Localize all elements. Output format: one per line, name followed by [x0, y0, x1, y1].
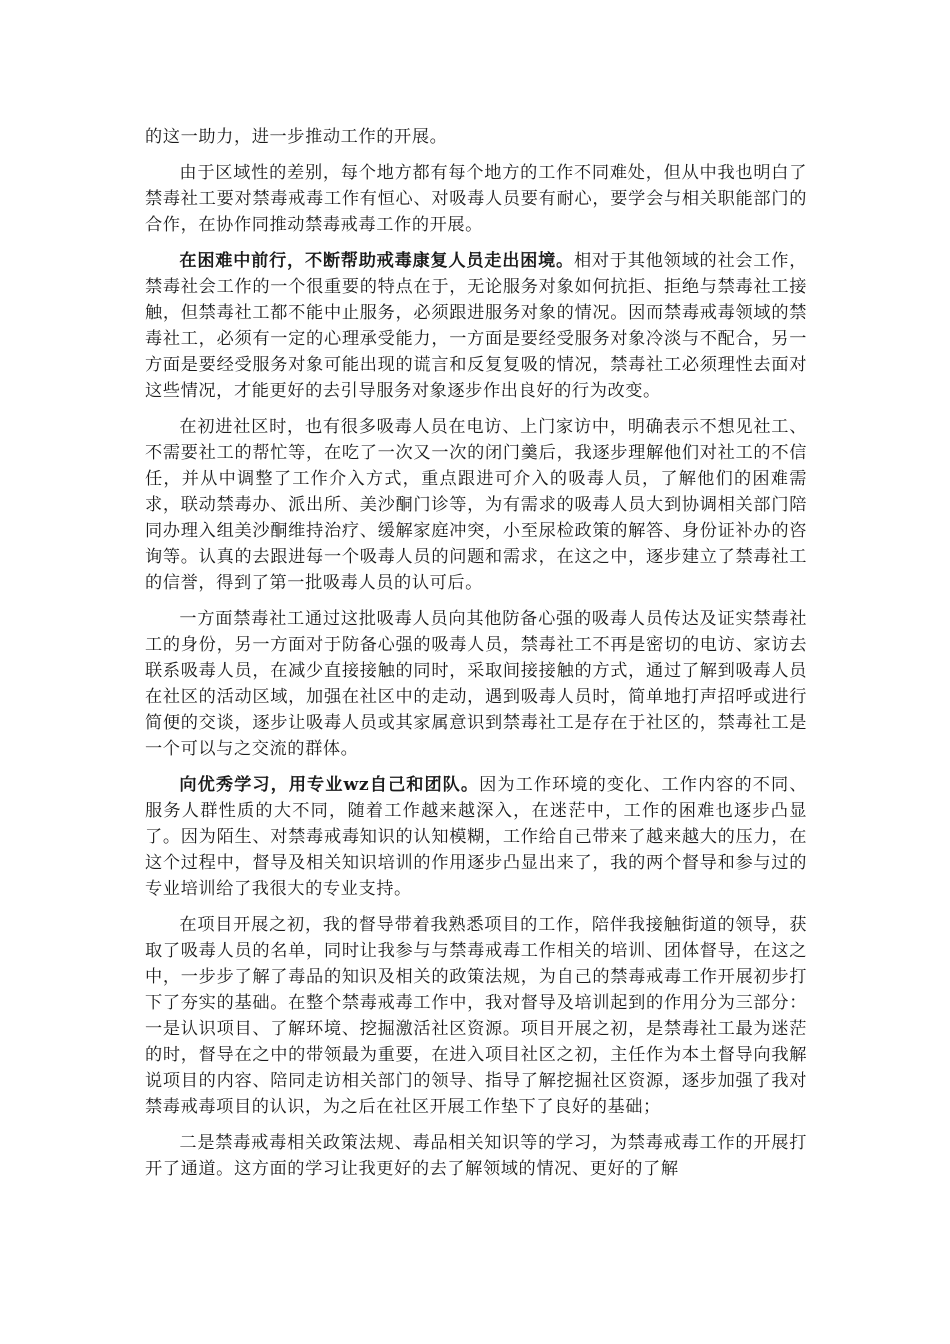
paragraph-6-heading: 向优秀学习，用专业wz自己和团队。 — [179, 775, 480, 795]
paragraph-3-heading: 在困难中前行，不断帮助戒毒康复人员走出困境。 — [179, 251, 574, 271]
paragraph-2-text: 由于区域性的差别，每个地方都有每个地方的工作不同难处，但从中我也明白了禁毒社工要对禁毒戒毒工作有恒心、对吸毒人员要有耐心，要学会与相关职能部门的合作，在协作同推动禁毒戒毒工作的开展。 — [145, 163, 807, 235]
paragraph-8-text: 二是禁毒戒毒相关政策法规、毒品相关知识等的学习，为禁毒戒毒工作的开展打开了通道。这方面的学习让我更好的去了解领域的情况、更好的了解 — [145, 1133, 807, 1179]
paragraph-7 — [145, 912, 807, 1120]
paragraph-1-text: 的这一助力，进一步推动工作的开展。 — [145, 127, 448, 147]
paragraph-2 — [145, 160, 807, 238]
paragraph-3-text: 相对于其他领域的社会工作，禁毒社会工作的一个很重要的特点在于，无论服务对象如何抗拒、拒绝与禁毒社工接触，但禁毒社工都不能中止服务，必须跟进服务对象的情况。因而禁毒戒毒领域的禁毒社工，必须有一定的心理承受能力，一方面是要经受服务对象冷淡与不配合，另一方面是要经受服务对象可能出现的谎言和反复复吸的情况，禁毒社工必须理性去面对这些情况，才能更好的去引导服务对象逐步作出良好的行为改变。 — [145, 251, 807, 401]
paragraph-8 — [145, 1130, 807, 1182]
paragraph-1 — [145, 124, 807, 150]
paragraph-6 — [145, 772, 807, 902]
paragraph-5 — [145, 606, 807, 762]
document-page — [145, 124, 807, 1192]
paragraph-6-text: 因为工作环境的变化、工作内容的不同、服务人群性质的大不同，随着工作越来越深入，在迷茫中，工作的困难也逐步凸显了。因为陌生、对禁毒戒毒知识的认知模糊，工作给自己带来了越来越大的压力，在这个过程中，督导及相关知识培训的作用逐步凸显出来了，我的两个督导和参与过的专业培训给了我很大的专业支持。 — [145, 775, 807, 899]
paragraph-5-text: 一方面禁毒社工通过这批吸毒人员向其他防备心强的吸毒人员传达及证实禁毒社工的身份，另一方面对于防备心强的吸毒人员，禁毒社工不再是密切的电访、家访去联系吸毒人员，在减少直接接触的同时，采取间接接触的方式，通过了解到吸毒人员在社区的活动区域，加强在社区中的走动，遇到吸毒人员时，简单地打声招呼或进行简便的交谈，逐步让吸毒人员或其家属意识到禁毒社工是存在于社区的，禁毒社工是一个可以与之交流的群体。 — [145, 609, 807, 759]
paragraph-4-text: 在初进社区时，也有很多吸毒人员在电访、上门家访中，明确表示不想见社工、不需要社工的帮忙等，在吃了一次又一次的闭门羹后，我逐步理解他们对社工的不信任，并从中调整了工作介入方式，重点跟进可介入的吸毒人员，了解他们的困难需求，联动禁毒办、派出所、美沙酮门诊等，为有需求的吸毒人员大到协调相关部门陪同办理入组美沙酮维持治疗、缓解家庭冲突，小至尿检政策的解答、身份证补办的咨询等。认真的去跟进每一个吸毒人员的问题和需求，在这之中，逐步建立了禁毒社工的信誉，得到了第一批吸毒人员的认可后。 — [145, 417, 807, 593]
paragraph-4 — [145, 414, 807, 596]
paragraph-3 — [145, 248, 807, 404]
paragraph-7-text: 在项目开展之初，我的督导带着我熟悉项目的工作，陪伴我接触街道的领导，获取了吸毒人员的名单，同时让我参与与禁毒戒毒工作相关的培训、团体督导，在这之中，一步步了解了毒品的知识及相关的政策法规，为自己的禁毒戒毒工作开展初步打下了夯实的基础。在整个禁毒戒毒工作中，我对督导及培训起到的作用分为三部分：一是认识项目、了解环境、挖掘激活社区资源。项目开展之初，是禁毒社工最为迷茫的时，督导在之中的带领最为重要，在进入项目社区之初，主任作为本土督导向我解说项目的内容、陪同走访相关部门的领导、指导了解挖掘社区资源，逐步加强了我对禁毒戒毒项目的认识，为之后在社区开展工作垫下了良好的基础； — [145, 915, 807, 1117]
